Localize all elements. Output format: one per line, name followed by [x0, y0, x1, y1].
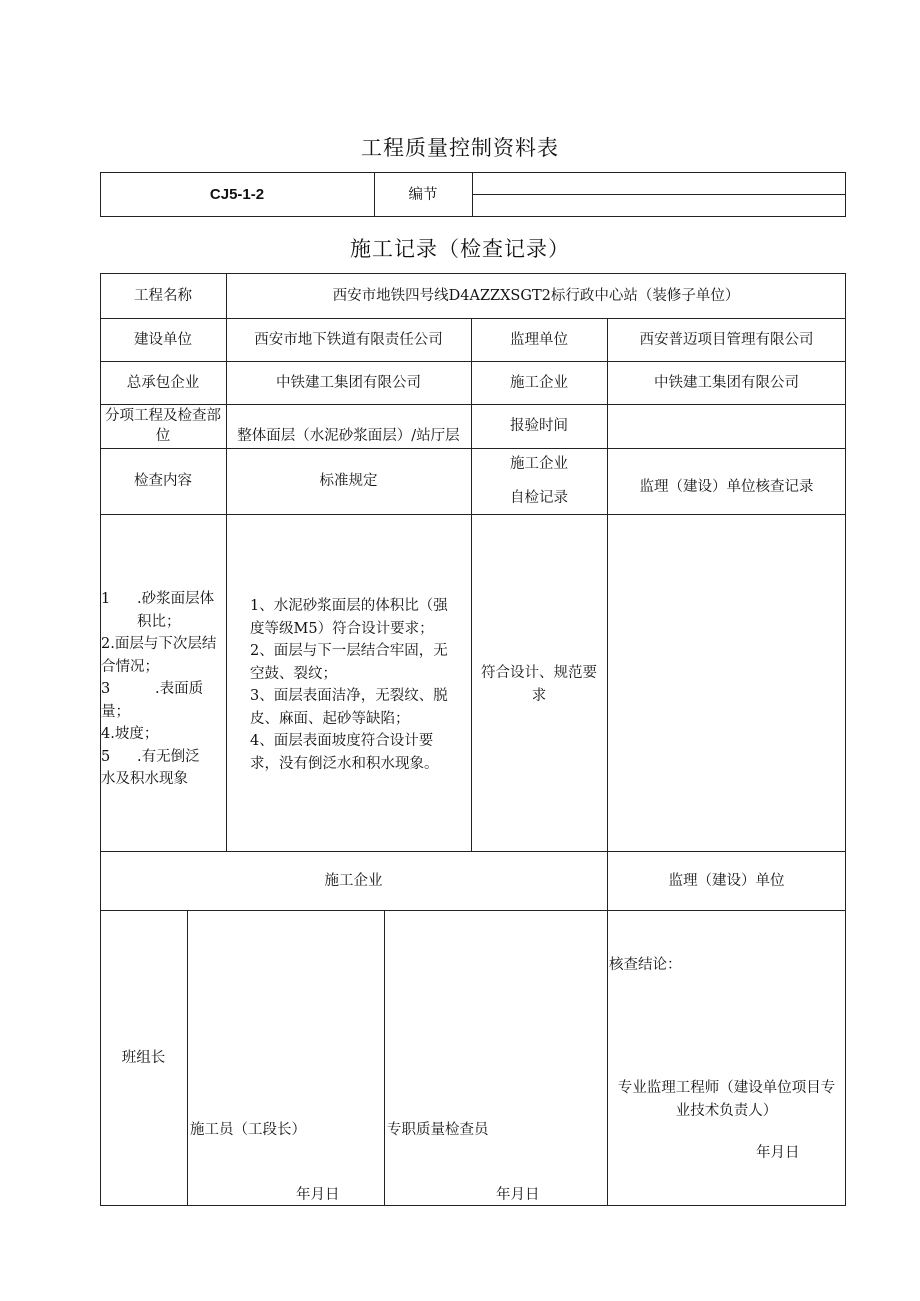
project-name: 西安市地铁四号线D4AZZXSGT2标行政中心站（装修子单位） — [332, 287, 740, 304]
contractor: 中铁建工集团有限公司 — [276, 374, 421, 391]
record-title: 施工记录（检查记录） — [350, 237, 570, 261]
constructor-label: 施工员（工段长） — [190, 1122, 306, 1138]
supervisor-label: 监理单位 — [510, 331, 568, 348]
report-time-label: 报验时间 — [510, 418, 568, 434]
self-check-header-line-1: 施工企业 — [510, 456, 568, 472]
engineer-date: 年月日 — [756, 1145, 800, 1161]
conclusion-label: 核查结论： — [609, 957, 682, 973]
check-content-header: 检查内容 — [134, 473, 192, 489]
check-item: 合情况； — [101, 658, 159, 675]
check-item: 3 .表面质 — [101, 681, 204, 697]
standard-line: 1、水泥砂浆面层的体积比（强 — [250, 598, 448, 614]
check-item: 4.坡度； — [101, 726, 159, 742]
standard-line: 2、面层与下一层结合牢固，无 — [250, 643, 448, 659]
standards-list — [250, 595, 468, 775]
standard-line: 空鼓、裂纹； — [250, 665, 337, 682]
sign-supervision-header: 监理（建设）单位 — [668, 872, 785, 889]
standard-line: 度等级M5）符合设计要求； — [250, 620, 434, 637]
construction-label: 施工企业 — [510, 374, 568, 391]
standard-line: 求，没有倒泛水和积水现象。 — [250, 755, 439, 772]
self-check-header-line-2: 自检记录 — [510, 490, 568, 506]
report-time — [607, 404, 846, 448]
engineer-label-line: 专业监理工程师（建设单位项目专 — [617, 1080, 836, 1096]
quality-inspector-date: 年月日 — [496, 1187, 540, 1203]
quality-inspector-label: 专职质量检查员 — [387, 1122, 489, 1138]
check-items-list — [101, 588, 226, 791]
form-code: CJ5-1-2 — [209, 185, 265, 203]
subitem-label-line-2: 位 — [155, 428, 171, 444]
construction: 中铁建工集团有限公司 — [654, 374, 799, 391]
check-item: 5 .有无倒泛 — [101, 748, 200, 765]
project-name-label: 工程名称 — [134, 287, 192, 304]
builder-label: 建设单位 — [134, 331, 192, 348]
check-item: 水及积水现象 — [101, 771, 188, 787]
bianjie-label: 编节 — [408, 186, 438, 203]
team-leader-label: 班组长 — [121, 1050, 166, 1066]
subitem-label-line-1: 分项工程及检查部 — [105, 408, 221, 424]
subitem-label — [100, 404, 226, 448]
supervisor: 西安普迈项目管理有限公司 — [639, 331, 814, 348]
standard-line: 4、面层表面坡度符合设计要 — [250, 733, 434, 749]
constructor-date: 年月日 — [296, 1187, 340, 1203]
standard-line: 3、面层表面洁净，无裂纹、脱 — [250, 688, 448, 704]
self-check-result — [471, 662, 607, 707]
standard-header: 标准规定 — [319, 473, 378, 489]
engineer-label-line: 业技术负责人） — [675, 1102, 778, 1119]
self-check-result-line: 求 — [531, 687, 547, 704]
check-item: 1 .砂浆面层体 — [101, 591, 215, 607]
self-check-result-line: 符合设计、规范要 — [481, 665, 597, 681]
check-item: 积比； — [137, 613, 181, 630]
check-item: 2.面层与下次层结 — [101, 636, 217, 652]
check-item: 量； — [101, 703, 130, 720]
subitem: 整体面层（水泥砂浆面层）/站厅层 — [237, 428, 460, 444]
builder: 西安市地下铁道有限责任公司 — [254, 331, 443, 348]
contractor-label: 总承包企业 — [126, 374, 200, 391]
sign-company-header: 施工企业 — [324, 872, 383, 889]
supervision-record-header: 监理（建设）单位核查记录 — [639, 479, 814, 495]
standard-line: 皮、麻面、起砂等缺陷； — [250, 710, 410, 727]
self-check-header — [471, 448, 607, 514]
engineer-label — [607, 1077, 846, 1122]
document-title: 工程质量控制资料表 — [361, 136, 559, 160]
